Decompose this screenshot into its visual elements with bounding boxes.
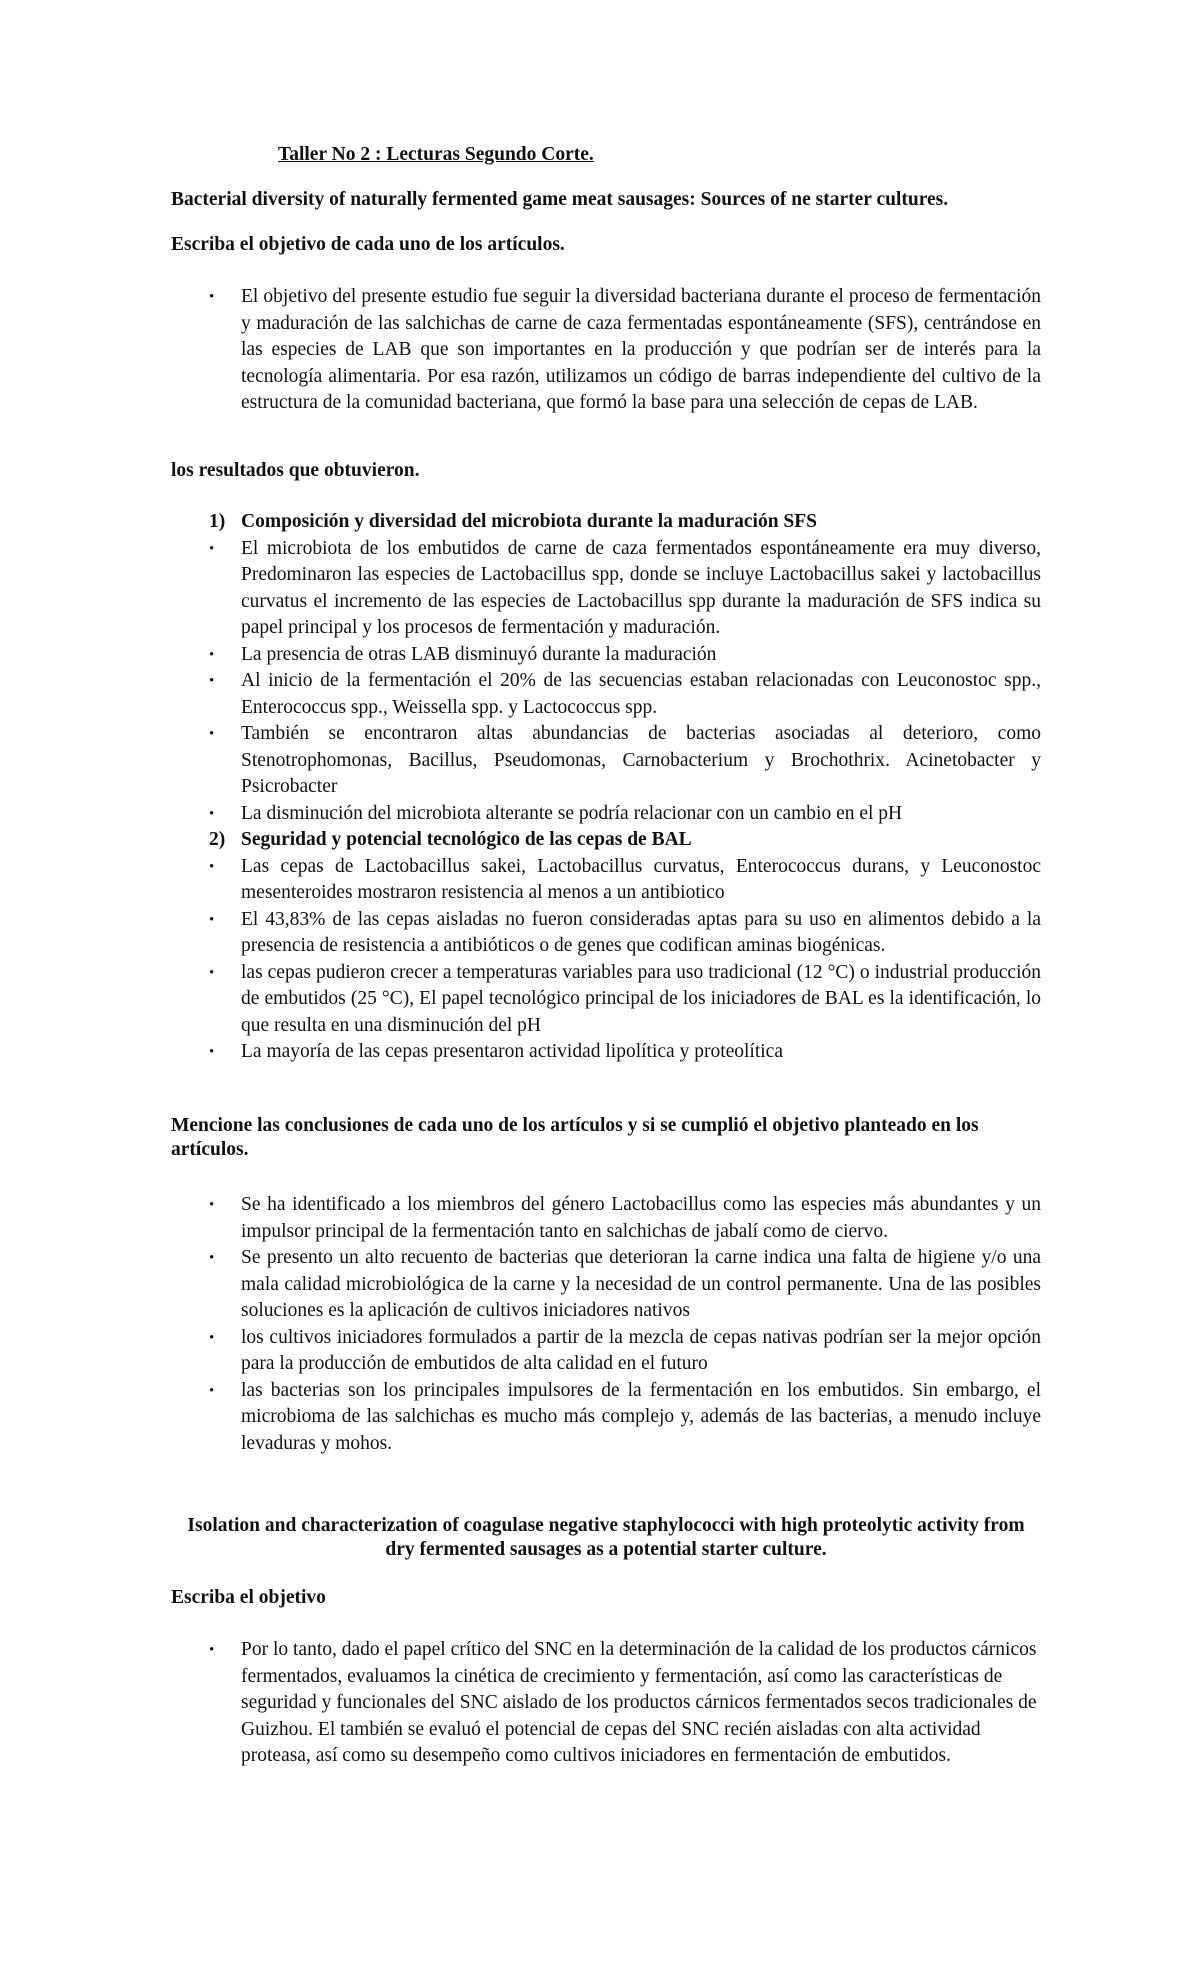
article1-objective-list <box>171 284 1041 417</box>
bullet-icon: • <box>209 1642 215 1658</box>
results-subsection-2 <box>171 827 1041 854</box>
subsection-title: Seguridad y potencial tecnológico de las cepas de BAL <box>241 829 692 850</box>
subsection-title: Composición y diversidad del microbiota durante la maduración SFS <box>241 511 818 532</box>
list-item: • las cepas pudieron crecer a temperaturas variables para uso tradicional (12 °C) o industrial producción de embutidos (25 °C), El papel tecnológico principal de los iniciadores de BAL es la identificación, lo que resulta en una disminución del pH <box>209 961 1041 1036</box>
list-item: • La presencia de otras LAB disminuyó durante la maduración <box>171 642 1041 669</box>
bullet-icon: • <box>209 673 215 689</box>
subsection-number: 1) <box>209 511 226 532</box>
article1-results-heading: los resultados que obtuvieron. <box>171 460 420 481</box>
article1-title: Bacterial diversity of naturally fermented game meat sausages: Sources of ne starter cultures. <box>171 189 949 210</box>
bullet-icon: • <box>209 1329 215 1346</box>
list-item: • La mayoría de las cepas presentaron actividad lipolítica y proteolítica <box>171 1039 1041 1066</box>
bullet-icon: • <box>209 540 215 557</box>
list-item: • La disminución del microbiota alterante se podría relacionar con un cambio en el pH <box>171 801 1041 828</box>
article2-title: Isolation and characterization of coagulase negative staphylococci with high proteolytic activity from dry fermented sausages as a potential starter culture. <box>187 1515 1025 1560</box>
article1-conclusions-list <box>171 1192 1041 1457</box>
bullet-icon: • <box>209 805 215 822</box>
bullet-icon: • <box>209 858 215 875</box>
bullet-icon: • <box>209 646 215 663</box>
article1-conclusions-heading: Mencione las conclusiones de cada uno de los artículos y si se cumplió el objetivo planteado en los artículos. <box>171 1115 979 1160</box>
article2-objective-heading: Escriba el objetivo <box>171 1587 326 1608</box>
list-item: • El objetivo del presente estudio fue seguir la diversidad bacteriana durante el proceso de fermentación y maduración de las salchichas de carne de caza fermentadas espontáneamente (SFS), centrándose en las especies de LAB que son importantes en la producción y que podrían ser de interés para la tecnología alimentaria. Por esa razón, utilizamos un código de barras independiente del cultivo de la estructura de la comunidad bacteriana, que formó la base para una selección de cepas de LAB. <box>209 286 1041 413</box>
list-item: • El 43,83% de las cepas aisladas no fueron consideradas aptas para su uso en alimentos debido a la presencia de resistencia a antibióticos o de genes que codifican aminas biogénicas. <box>209 908 1041 956</box>
list-item: • los cultivos iniciadores formulados a partir de la mezcla de cepas nativas podrían ser la mejor opción para la producción de embutidos de alta calidad en el futuro <box>209 1326 1041 1374</box>
list-item: • También se encontraron altas abundancias de bacterias asociadas al deterioro, como Stenotrophomonas, Bacillus, Pseudomonas, Carnobacterium y Brochothrix. Acinetobacter y Psicrobacter <box>209 723 1041 797</box>
list-item: • Las cepas de Lactobacillus sakei, Lactobacillus curvatus, Enterococcus durans, y Leuconostoc mesenteroides mostraron resistencia al menos a un antibiotico <box>209 855 1041 903</box>
list-item: • las bacterias son los principales impulsores de la fermentación en los embutidos. Sin embargo, el microbioma de las salchichas es mucho más complejo y, además de las bacterias, a menudo incluye levaduras y mohos. <box>209 1379 1041 1454</box>
article1-objective-heading: Escriba el objetivo de cada uno de los artículos. <box>171 234 565 255</box>
article2-objective-list <box>171 1637 1041 1770</box>
bullet-icon: • <box>209 1250 215 1266</box>
page-title: Taller No 2 : Lecturas Segundo Corte. <box>278 144 594 165</box>
results-subsection-1 <box>171 509 1041 536</box>
bullet-icon: • <box>209 1197 215 1213</box>
bullet-icon: • <box>209 1044 215 1060</box>
list-item: • Por lo tanto, dado el papel crítico del SNC en la determinación de la calidad de los productos cárnicos fermentados, evaluamos la cinética de crecimiento y fermentación, así como las características de seguridad y funcionales del SNC aislado de los productos cárnicos fermentados secos tradicionales de Guizhou. El también se evaluó el potencial de cepas del SNC recién aisladas con alta actividad proteasa, así como su desempeño como cultivos iniciadores en fermentación de embutidos. <box>209 1639 1037 1766</box>
bullet-icon: • <box>209 911 215 928</box>
bullet-icon: • <box>209 1382 215 1399</box>
list-item: • Al inicio de la fermentación el 20% de las secuencias estaban relacionadas con Leuconostoc spp., Enterococcus spp., Weissella spp. y Lactococcus spp. <box>209 670 1041 718</box>
bullet-icon: • <box>209 964 215 981</box>
subsection-number: 2) <box>209 829 226 850</box>
list-item: • Se ha identificado a los miembros del género Lactobacillus como las especies más abundantes y un impulsor principal de la fermentación tanto en salchichas de jabalí como de ciervo. <box>209 1194 1041 1242</box>
list-item: • El microbiota de los embutidos de carne de caza fermentados espontáneamente era muy diverso, Predominaron las especies de Lactobacillus spp, donde se incluye Lactobacillus sakei y lactobacillus curvatus el incremento de las especies de Lactobacillus spp durante la maduración de SFS indica su papel principal y los procesos de fermentación y maduración. <box>209 537 1041 638</box>
article1-results-list <box>171 509 1041 1066</box>
bullet-icon: • <box>209 726 215 742</box>
list-item: • Se presento un alto recuento de bacterias que deterioran la carne indica una falta de higiene y/o una mala calidad microbiológica de la carne y la necesidad de un control permanente. Una de las posibles soluciones es la aplicación de cultivos iniciadores nativos <box>209 1247 1041 1321</box>
bullet-icon: • <box>209 289 215 305</box>
